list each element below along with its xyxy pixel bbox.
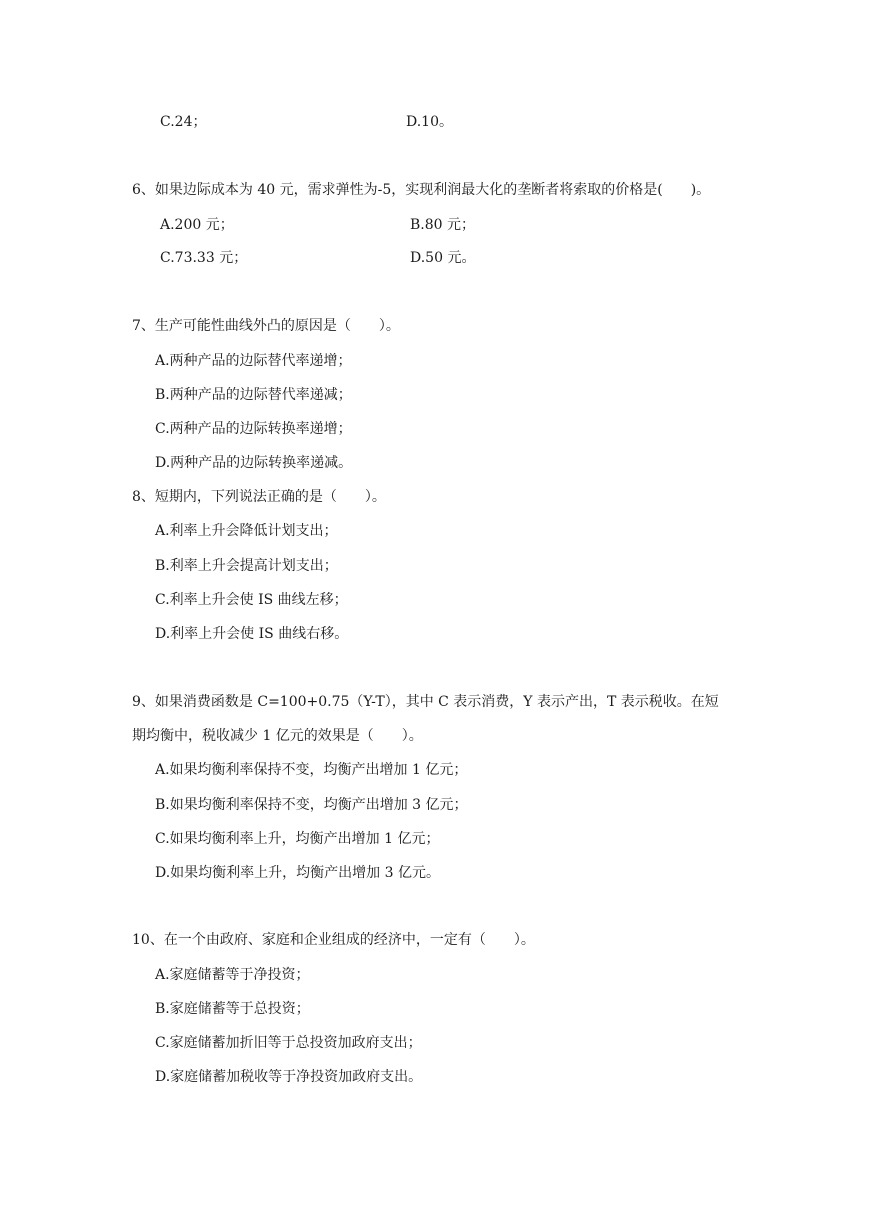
question-10-option-d: D.家庭储蓄加税收等于净投资加政府支出。 bbox=[155, 1069, 423, 1085]
question-9-option-b: B.如果均衡利率保持不变，均衡产出增加 3 亿元； bbox=[155, 797, 468, 813]
option-d-prev: D.10。 bbox=[406, 114, 453, 130]
question-6-option-c: C.73.33 元； bbox=[160, 250, 248, 266]
question-8-option-a: A.利率上升会降低计划支出； bbox=[155, 523, 338, 539]
question-10-option-a: A.家庭储蓄等于净投资； bbox=[155, 967, 310, 983]
question-8-option-b: B.利率上升会提高计划支出； bbox=[155, 558, 338, 574]
question-7-option-d: D.两种产品的边际转换率递减。 bbox=[155, 455, 353, 471]
option-c-prev: C.24； bbox=[160, 114, 207, 130]
question-8-stem: 8、短期内，下列说法正确的是（ ）。 bbox=[132, 489, 386, 505]
question-9-option-a: A.如果均衡利率保持不变，均衡产出增加 1 亿元； bbox=[155, 762, 468, 778]
question-7-option-a: A.两种产品的边际替代率递增； bbox=[155, 353, 352, 369]
question-6-option-a: A.200 元； bbox=[160, 217, 234, 233]
question-7-option-c: C.两种产品的边际转换率递增； bbox=[155, 421, 352, 437]
question-10-option-b: B.家庭储蓄等于总投资； bbox=[155, 1001, 310, 1017]
question-10-option-c: C.家庭储蓄加折旧等于总投资加政府支出； bbox=[155, 1035, 422, 1051]
question-10-stem: 10、在一个由政府、家庭和企业组成的经济中，一定有（ ）。 bbox=[132, 932, 535, 948]
question-9-option-c: C.如果均衡利率上升，均衡产出增加 1 亿元； bbox=[155, 831, 440, 847]
question-6-option-d: D.50 元。 bbox=[410, 250, 476, 266]
question-6-option-b: B.80 元； bbox=[410, 217, 476, 233]
question-9-option-d: D.如果均衡利率上升，均衡产出增加 3 亿元。 bbox=[155, 865, 440, 881]
question-9-stem-line-2: 期均衡中，税收减少 1 亿元的效果是（ ）。 bbox=[132, 728, 423, 744]
question-7-stem: 7、生产可能性曲线外凸的原因是（ ）。 bbox=[132, 318, 400, 334]
question-6-stem: 6、如果边际成本为 40 元，需求弹性为-5，实现利润最大化的垄断者将索取的价格是( )。 bbox=[132, 182, 711, 198]
question-8-option-c: C.利率上升会使 IS 曲线左移； bbox=[155, 592, 348, 608]
question-9-stem-line-1: 9、如果消费函数是 C=100+0.75（Y-T），其中 C 表示消费，Y 表示产出，T 表示税收。在短 bbox=[132, 694, 719, 710]
question-7-option-b: B.两种产品的边际替代率递减； bbox=[155, 387, 352, 403]
question-8-option-d: D.利率上升会使 IS 曲线右移。 bbox=[155, 626, 349, 642]
